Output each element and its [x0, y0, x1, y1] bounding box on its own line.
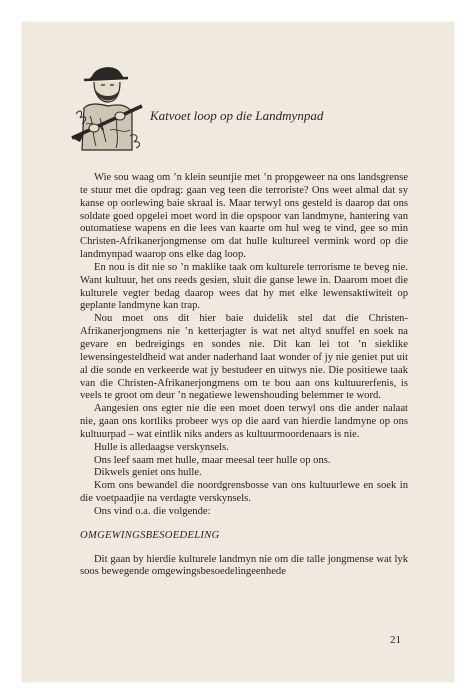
page-number: 21: [390, 634, 401, 646]
section-heading: OMGEWINGSBESOEDELING: [80, 529, 220, 541]
body-text: [80, 172, 408, 579]
soldier-with-rifle-sketch-icon: [70, 58, 144, 154]
paragraph: Aangesien ons egter nie die een moet doen terwyl ons die ander nalaat nie, gaan ons kortliks probeer wys op die aard van hierdie landmyne op ons kultuurpad – wat eintlik niks anders as kultuurmoordenaars is nie.: [80, 403, 408, 440]
paragraph: En nou is dit nie so ’n maklike taak om kulturele terrorisme te beveg nie. Want kultuur, het ons reeds gesien, sluit die ganse lewe in. Daarom moet die kulturele vegter bedag daarop wees dat hy met elke lewensaktiwiteit op geplante landmyne kan trap.: [80, 261, 408, 312]
paragraph: Kom ons bewandel die noordgrensbosse van ons kultuurlewe en soek in die voetpaadjie na verdagte verskynsels.: [80, 480, 408, 505]
paragraph: Nou moet ons dit hier baie duidelik stel dat die Christen-Afrikanerjongmens nie ’n ketterjagter is wat net altyd snuffel en soek na gevare en bedreigings en sondes nie. Dit kan lei tot ’n sieklike lewensingesteldheid wat ander naderhand laat wonder of jy nie geniet put uit al die sonde en verkeerde wat jy bestudeer en uitwys nie. Die positiewe taak van die Christen-Afrikanerjongmens om te bou aan ons kultuurerfenis, is veels te groot om deur ’n negatiewe lewenshouding belemmer te word.: [80, 313, 408, 402]
chapter-title: Katvoet loop op die Landmynpad: [150, 108, 324, 123]
paragraph: Hulle is alledaagse verskynsels.: [94, 441, 229, 453]
paragraph: Wie sou waag om ’n klein seuntjie met ’n propgeweer na ons landsgrense te stuur met die opdrag: gaan veg teen die terroriste? Ons weet almal dat sy kanse op oorlewing baie skraal is. Maar terwyl ons gesteld is daarop dat ons soldate goed opgelei moet word in die opspoor van landmyne, hantering van outomatiese wapens en die lees van kaarte om hul weg te vind, gee so min Christen-Afrikanerjongmense om dat hulle kultureel vermink word op die landmynpad waarop ons elke dag loop.: [80, 172, 408, 261]
paragraph: Dit gaan by hierdie kulturele landmyn nie om die talle jongmense wat lyk soos bewegende omgewingsbesoedelingeenhede: [80, 553, 408, 578]
paragraph: Dikwels geniet ons hulle.: [94, 467, 202, 479]
paragraph: Ons leef saam met hulle, maar meesal teer hulle op ons.: [94, 454, 331, 466]
book-page: [22, 22, 454, 682]
paragraph: Ons vind o.a. die volgende:: [94, 505, 211, 517]
